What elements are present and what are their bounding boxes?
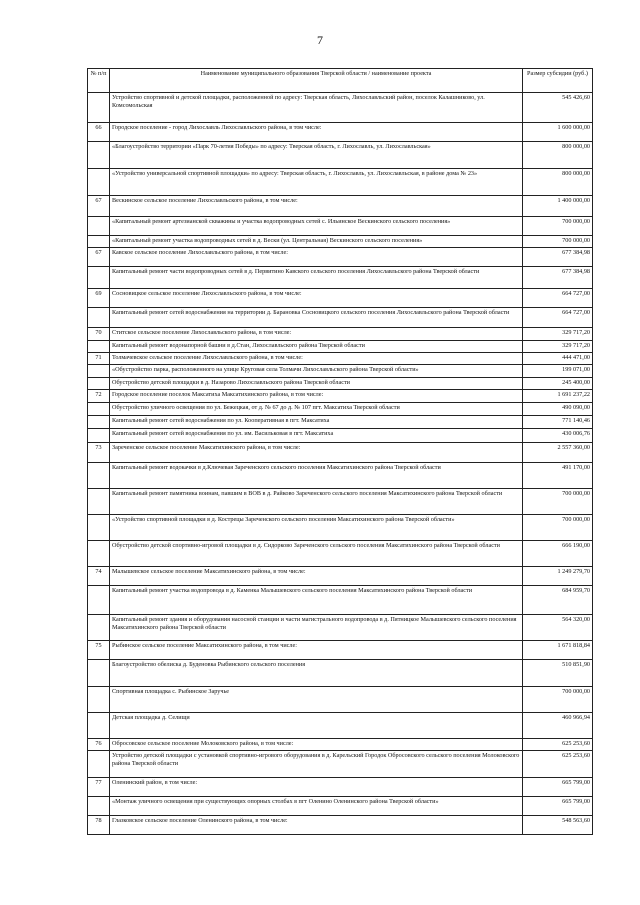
row-amount: 491 170,00 — [523, 463, 593, 489]
table-row — [88, 341, 593, 353]
row-name: Капитальный ремонт здания и оборудования насосной станции и части магистрального водопровода в д. Пятницкое Малышевского сельского поселения Максатихинского района Тверской области — [110, 615, 523, 641]
row-amount: 664 727,00 — [523, 289, 593, 308]
row-name: «Благоустройство территории «Парк 70-летия Победы» по адресу: Тверская область, г. Лихославль, ул. Лихославльская» — [110, 142, 523, 169]
header-amount: Размер субсидии (руб.) — [523, 69, 593, 93]
row-name: Обустройство детской спортивно-игровой площадки в д. Сидорково Зареченского сельского поселения Максатихинского района Тверской области — [110, 541, 523, 567]
table-row — [88, 236, 593, 248]
table-row — [88, 353, 593, 365]
row-name: Обустройство детской площадки в д. Назарово Лихославльского района Тверской области — [110, 378, 523, 390]
table-row — [88, 390, 593, 403]
row-name: Детская площадка д. Селищи — [110, 713, 523, 739]
row-name: Обустройство уличного освещения по ул. Бежецкая, от д. № 67 до д. № 107 пгт. Максатиха Тверской области — [110, 403, 523, 416]
row-amount: 564 320,00 — [523, 615, 593, 641]
row-amount: 245 400,00 — [523, 378, 593, 390]
table-row — [88, 778, 593, 797]
table-row — [88, 660, 593, 687]
row-amount: 1 600 000,00 — [523, 123, 593, 142]
table-row — [88, 489, 593, 515]
row-amount: 490 090,00 — [523, 403, 593, 416]
row-name: Устройство детской площадки с установкой спортивно-игрового оборудования в д. Карельский Городок Обросовского сельского поселения Молоковского района Тверской области — [110, 751, 523, 778]
table-row — [88, 328, 593, 341]
row-name: Городское поселение - город Лихославль Лихославльского района, в том числе: — [110, 123, 523, 142]
table-row — [88, 641, 593, 660]
row-name: «Устройство универсальной спортивной площадки» по адресу: Тверская область, г. Лихославль, ул. Лихославльская, в районе дома № 23» — [110, 169, 523, 196]
row-amount: 2 557 360,00 — [523, 443, 593, 463]
row-amount: 510 851,90 — [523, 660, 593, 687]
table-row — [88, 541, 593, 567]
row-amount: 444 471,00 — [523, 353, 593, 365]
row-name: Капитальный ремонт водонапорной башни в д.Стан, Лихославльского района Тверской области — [110, 341, 523, 353]
row-num — [88, 308, 110, 328]
subsidy-table — [87, 68, 593, 835]
row-num: 75 — [88, 641, 110, 660]
row-num — [88, 429, 110, 443]
row-name: Благоустройство обелиска д. Буденовка Рыбинского сельского поселения — [110, 660, 523, 687]
row-amount: 199 071,00 — [523, 365, 593, 378]
row-num — [88, 169, 110, 196]
row-amount: 548 563,60 — [523, 816, 593, 835]
row-name: Обросовское сельское поселение Молоковского района, в том числе: — [110, 739, 523, 751]
row-num — [88, 267, 110, 289]
table-body — [88, 93, 593, 835]
row-num — [88, 713, 110, 739]
row-name: «Монтаж уличного освещения при существующих опорных столбах в пгт Оленино Оленинского района Тверской области» — [110, 797, 523, 816]
table-row — [88, 217, 593, 236]
table-row — [88, 267, 593, 289]
row-num — [88, 341, 110, 353]
table-row — [88, 713, 593, 739]
row-name: Капитальный ремонт части водопроводных сетей в д. Первитино Кавского сельского поселения Лихославльского района Тверской области — [110, 267, 523, 289]
row-amount: 800 000,00 — [523, 142, 593, 169]
table-row — [88, 169, 593, 196]
table-row — [88, 403, 593, 416]
row-amount: 664 727,00 — [523, 308, 593, 328]
row-num — [88, 365, 110, 378]
table-row — [88, 567, 593, 586]
table-row — [88, 416, 593, 429]
table-header-row — [88, 69, 593, 93]
row-name: «Обустройство парка, расположенного на улице Круговая села Толмачи Лихославльского района Тверской области» — [110, 365, 523, 378]
row-num — [88, 463, 110, 489]
table-row — [88, 443, 593, 463]
row-amount: 700 000,00 — [523, 489, 593, 515]
row-name: Сосновицкое сельское поселение Лихославльского района, в том числе: — [110, 289, 523, 308]
row-name: Зареченское сельское поселение Максатихинского района, в том числе: — [110, 443, 523, 463]
row-amount: 1 400 000,00 — [523, 196, 593, 217]
table-row — [88, 142, 593, 169]
row-name: Капитальный ремонт памятника воинам, павшим в ВОВ в д. Райково Зареченского сельского поселения Максатихинского района Тверской области — [110, 489, 523, 515]
row-num — [88, 93, 110, 123]
row-num: 72 — [88, 390, 110, 403]
row-amount: 1 691 237,22 — [523, 390, 593, 403]
table-row — [88, 515, 593, 541]
row-num — [88, 489, 110, 515]
row-num: 67 — [88, 196, 110, 217]
row-name: Городское поселение поселок Максатиха Максатихинского района, в том числе: — [110, 390, 523, 403]
table-row — [88, 365, 593, 378]
row-name: Устройство спортивной и детской площадки, расположенной по адресу: Тверская область, Лихославльский район, поселок Калашниково, ул. Комсомольская — [110, 93, 523, 123]
table-row — [88, 429, 593, 443]
row-amount: 700 000,00 — [523, 687, 593, 713]
row-amount: 329 717,20 — [523, 341, 593, 353]
row-num — [88, 615, 110, 641]
row-name: Оленинский район, в том числе: — [110, 778, 523, 797]
table-row — [88, 123, 593, 142]
row-num: 77 — [88, 778, 110, 797]
table-row — [88, 289, 593, 308]
row-num — [88, 236, 110, 248]
row-num: 67 — [88, 248, 110, 267]
table-row — [88, 196, 593, 217]
row-name: Малышевское сельское поселение Максатихинского района, в том числе: — [110, 567, 523, 586]
table-row — [88, 248, 593, 267]
row-amount: 684 959,70 — [523, 586, 593, 615]
row-num: 71 — [88, 353, 110, 365]
row-num — [88, 515, 110, 541]
row-amount: 771 140,46 — [523, 416, 593, 429]
row-name: Капитальный ремонт водокачки в д.Ключевая Зареченского сельского поселения Максатихинского района Тверской области — [110, 463, 523, 489]
row-name: Капитальный ремонт участка водопровода в д. Каменка Малышевского сельского поселения Максатихинского района Тверской области — [110, 586, 523, 615]
table-row — [88, 463, 593, 489]
row-name: Кавское сельское поселение Лихославльского района, в том числе: — [110, 248, 523, 267]
row-num — [88, 660, 110, 687]
row-num: 69 — [88, 289, 110, 308]
table-row — [88, 586, 593, 615]
row-name: Рыбинское сельское поселение Максатихинского района, в том числе: — [110, 641, 523, 660]
table-row — [88, 751, 593, 778]
row-amount: 1 671 818,84 — [523, 641, 593, 660]
row-name: Капитальный ремонт сетей водоснабжения по ул. им. Васильковая в пгт. Максатиха — [110, 429, 523, 443]
row-amount: 545 426,60 — [523, 93, 593, 123]
table-row — [88, 615, 593, 641]
row-num — [88, 797, 110, 816]
row-amount: 1 249 279,70 — [523, 567, 593, 586]
row-num — [88, 217, 110, 236]
table-row — [88, 816, 593, 835]
row-amount: 329 717,20 — [523, 328, 593, 341]
row-num: 76 — [88, 739, 110, 751]
row-amount: 666 190,00 — [523, 541, 593, 567]
row-amount: 460 966,94 — [523, 713, 593, 739]
row-num: 73 — [88, 443, 110, 463]
header-num: № п/п — [88, 69, 110, 93]
row-num — [88, 687, 110, 713]
row-num — [88, 142, 110, 169]
row-name: «Капитальный ремонт участка водопроводных сетей в д. Вески (ул. Центральная) Вескинского сельского поселения» — [110, 236, 523, 248]
row-num: 66 — [88, 123, 110, 142]
header-name: Наименование муниципального образования Тверской области / наименование проекта — [110, 69, 523, 93]
row-num — [88, 378, 110, 390]
row-name: «Устройство спортивной площадки в д. Кострецы Зареченского сельского поселения Максатихинского района Тверской области» — [110, 515, 523, 541]
row-name: Капитальный ремонт сетей водоснабжения на территории д. Барановка Сосновицкого сельского поселения Лихославльского района Тверской области — [110, 308, 523, 328]
row-num — [88, 416, 110, 429]
row-num: 74 — [88, 567, 110, 586]
table-row — [88, 739, 593, 751]
row-amount: 677 384,98 — [523, 248, 593, 267]
row-num — [88, 403, 110, 416]
row-amount: 800 000,00 — [523, 169, 593, 196]
table-row — [88, 93, 593, 123]
row-num: 70 — [88, 328, 110, 341]
row-name: Спортивная площадка с. Рыбинское Заручье — [110, 687, 523, 713]
row-num — [88, 541, 110, 567]
row-amount: 677 384,98 — [523, 267, 593, 289]
row-num: 78 — [88, 816, 110, 835]
row-amount: 700 000,00 — [523, 236, 593, 248]
row-amount: 665 799,00 — [523, 778, 593, 797]
row-amount: 625 253,60 — [523, 751, 593, 778]
row-name: Вескинское сельское поселение Лихославльского района, в том числе: — [110, 196, 523, 217]
row-name: Ститское сельское поселение Лихославльского района, в том числе: — [110, 328, 523, 341]
row-name: Глазковское сельское поселение Оленинского района, в том числе: — [110, 816, 523, 835]
row-amount: 430 006,76 — [523, 429, 593, 443]
page-number: 7 — [317, 33, 323, 47]
row-name: «Капитальный ремонт артезианской скважины и участка водопроводных сетей с. Ильинское Вескинского сельского поселения» — [110, 217, 523, 236]
row-num — [88, 586, 110, 615]
row-amount: 625 253,60 — [523, 739, 593, 751]
row-amount: 665 799,00 — [523, 797, 593, 816]
row-amount: 700 000,00 — [523, 515, 593, 541]
row-amount: 700 000,00 — [523, 217, 593, 236]
table-row — [88, 797, 593, 816]
row-num — [88, 751, 110, 778]
row-name: Капитальный ремонт сетей водоснабжения по ул. Кооперативная в пгт. Максатиха — [110, 416, 523, 429]
table-row — [88, 687, 593, 713]
row-name: Толмачевское сельское поселение Лихославльского района, в том числе: — [110, 353, 523, 365]
table-row — [88, 378, 593, 390]
table-row — [88, 308, 593, 328]
